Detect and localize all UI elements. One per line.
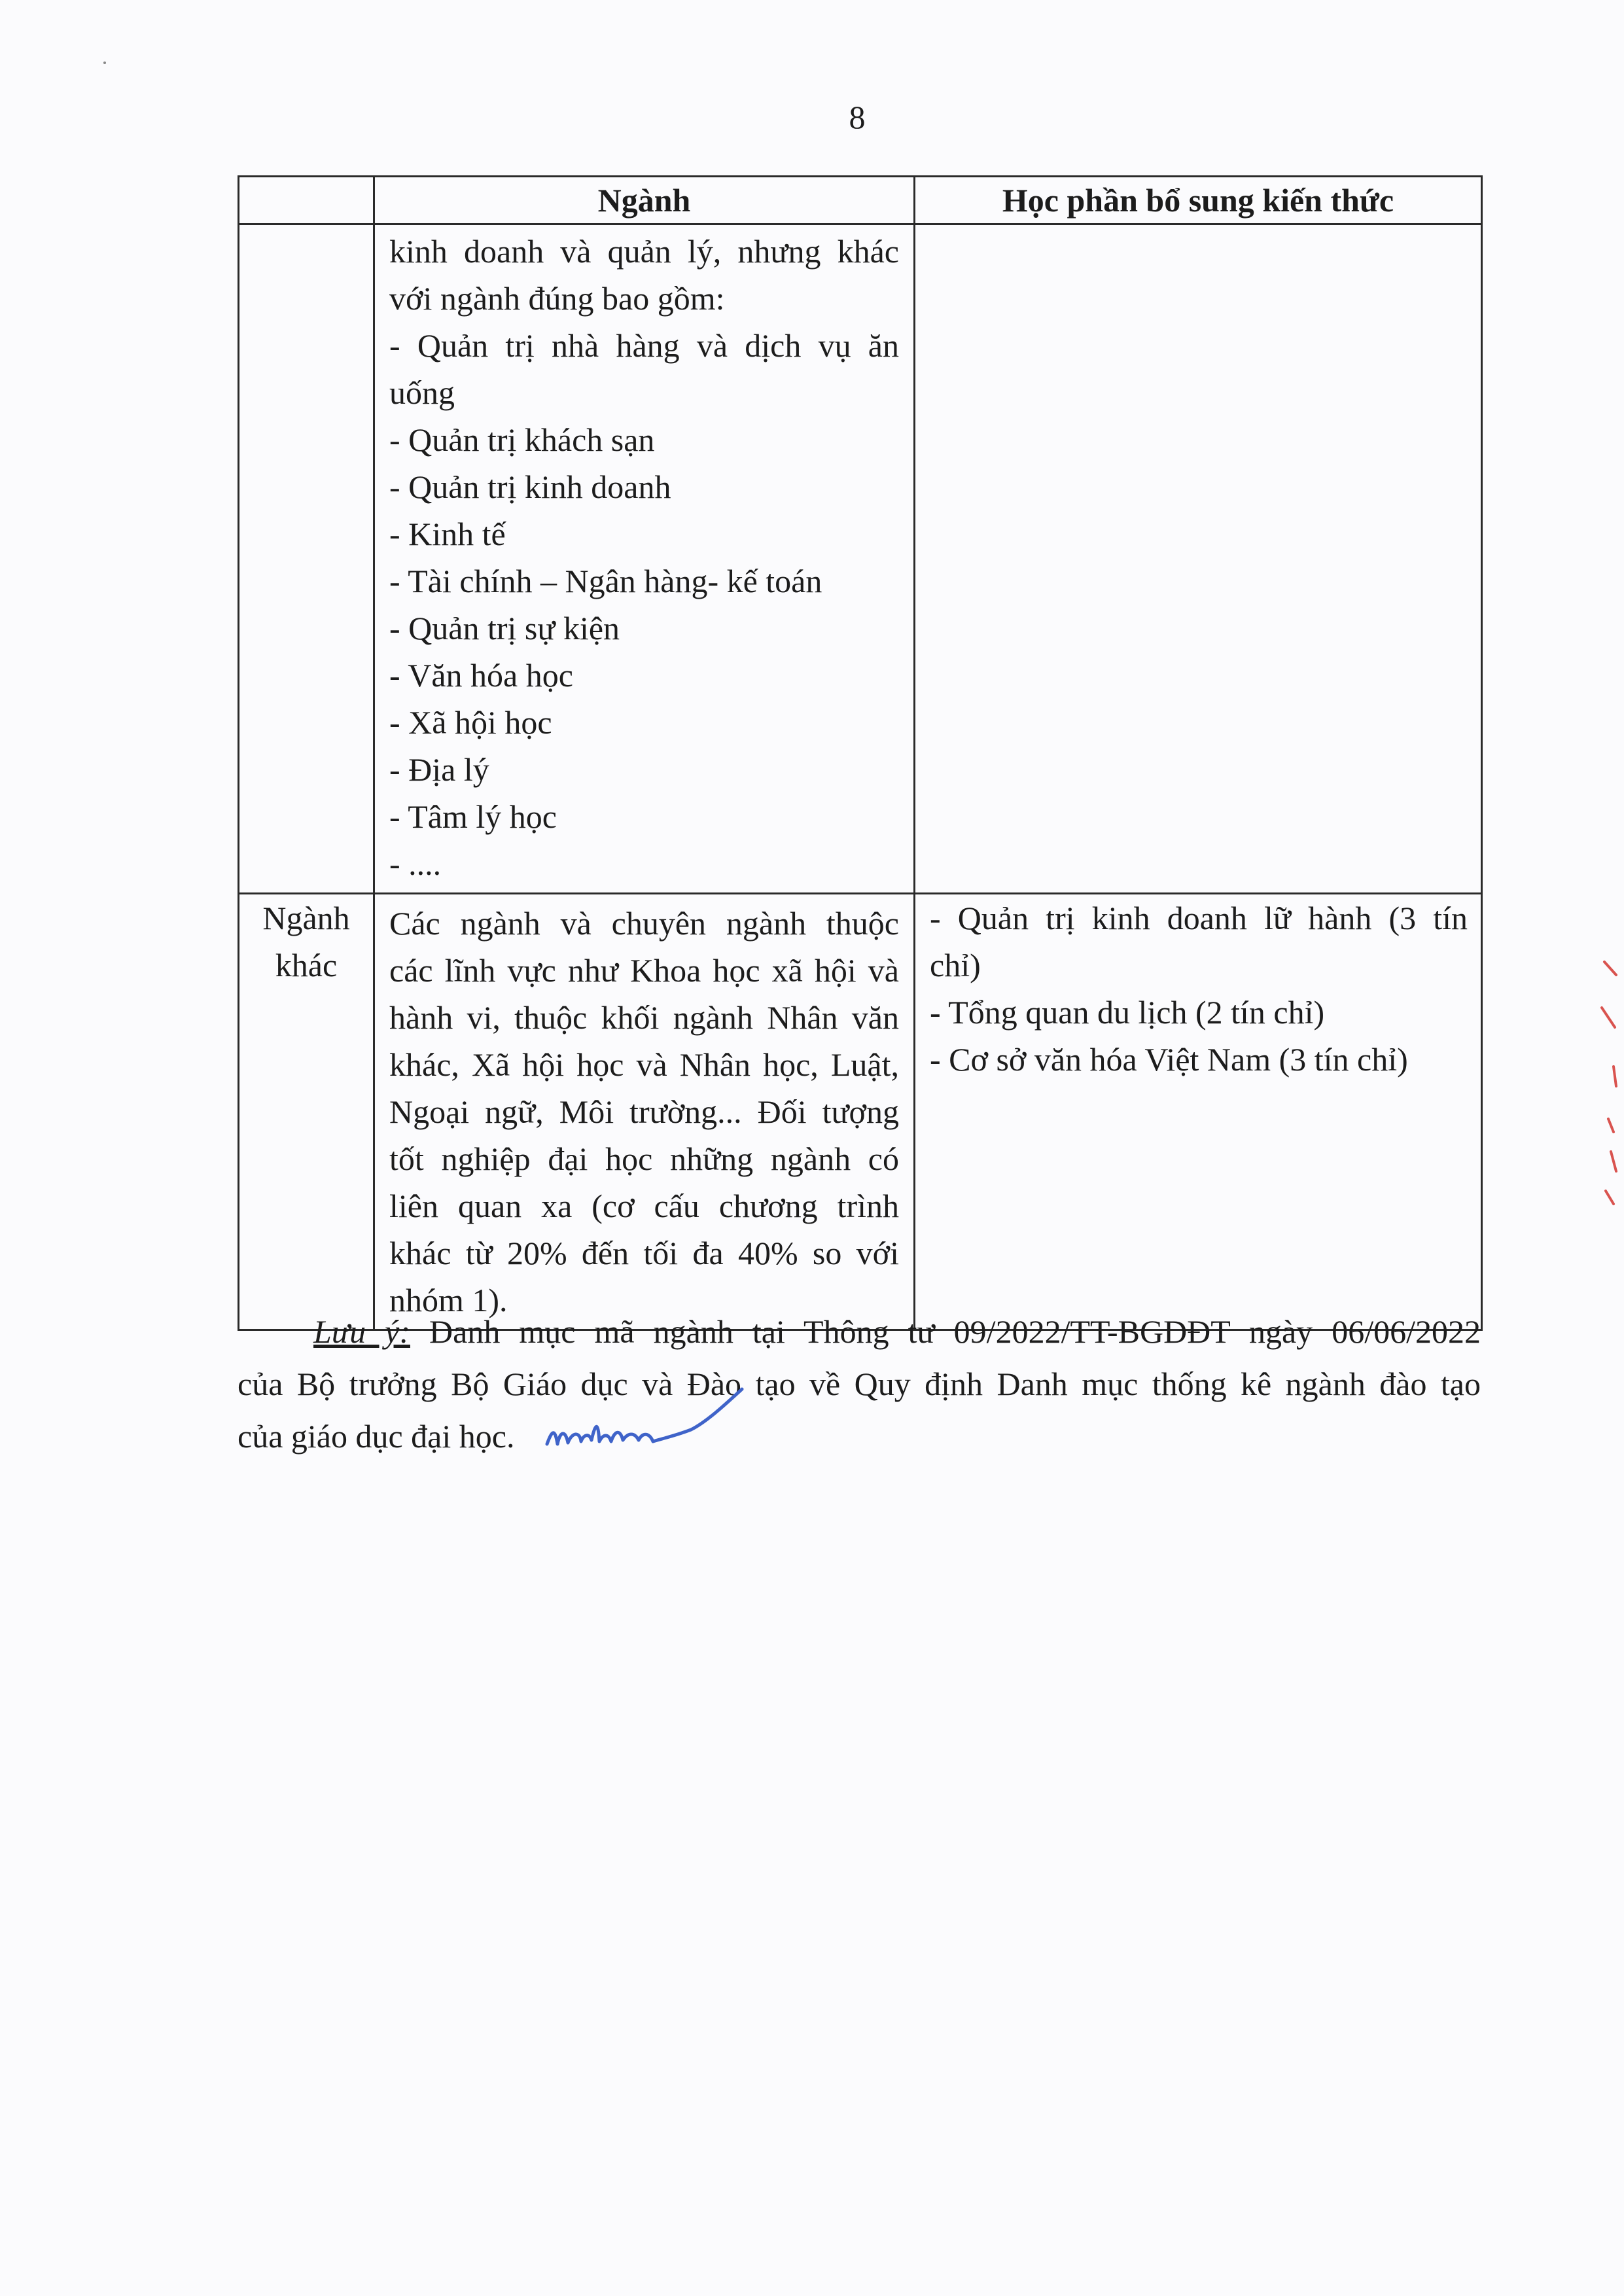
major-line: các lĩnh vực như Khoa học xã hội và (389, 952, 899, 989)
note-text: Danh mục mã ngành tại Thông tư 09/2022/TT-BGDĐT ngày 06/06/2022 (410, 1313, 1481, 1350)
note-line-1 (238, 1305, 1481, 1358)
group-label-line: khác (275, 947, 338, 983)
major-line: - Địa lý (389, 751, 489, 788)
major-line: - Quản trị sự kiện (389, 610, 620, 646)
header-major: Ngành (374, 177, 915, 224)
page-number: 8 (849, 99, 866, 135)
signature-stroke (547, 1389, 742, 1444)
table-header-row (239, 177, 1482, 224)
note-line-3: của giáo dục đại học. (238, 1418, 515, 1455)
header-group (239, 177, 374, 224)
supplementary-line: - Cơ sở văn hóa Việt Nam (3 tín chỉ) (930, 1041, 1408, 1078)
header-supplementary-courses: Học phần bổ sung kiến thức (915, 177, 1482, 224)
speck-mark (98, 56, 111, 69)
supplementary-cell-empty (915, 224, 1482, 894)
supplementary-cell (915, 894, 1482, 1330)
major-line: - Xã hội học (389, 704, 552, 741)
supplementary-line: - Tổng quan du lịch (2 tín chỉ) (930, 994, 1325, 1031)
handwritten-initials (543, 1384, 752, 1462)
major-line: - Quản trị nhà hàng và dịch vụ ăn (389, 327, 899, 364)
major-line: Các ngành và chuyên ngành thuộc (389, 905, 899, 942)
major-line: hành vi, thuộc khối ngành Nhân văn (389, 999, 899, 1036)
major-line: khác, Xã hội học và Nhân học, Luật, (389, 1046, 899, 1083)
curriculum-table (238, 175, 1483, 1331)
major-cell (374, 894, 915, 1330)
table-row (239, 224, 1482, 894)
major-line: tốt nghiệp đại học những ngành có (389, 1140, 899, 1177)
supplementary-line: chỉ) (930, 947, 981, 983)
note-paragraph (238, 1305, 1481, 1462)
major-line: Ngoại ngữ, Môi trường... Đối tượng (389, 1093, 899, 1130)
note-line-2: của Bộ trưởng Bộ Giáo dục và Đào tạo về Quy định Danh mục thống kê ngành đào tạo (238, 1366, 1481, 1402)
group-cell-other-majors (239, 894, 374, 1330)
major-line: - Quản trị kinh doanh (389, 468, 671, 505)
major-line: - Kinh tế (389, 516, 506, 552)
major-line: nhóm 1). (389, 1282, 508, 1318)
group-cell-empty (239, 224, 374, 894)
major-line: - .... (389, 845, 442, 882)
major-line: - Văn hóa học (389, 657, 573, 694)
major-cell (374, 224, 915, 894)
table-row (239, 894, 1482, 1330)
major-line: kinh doanh và quản lý, nhưng khác (389, 233, 899, 270)
stamp-edge-marks (1597, 955, 1623, 1210)
major-line: - Tài chính – Ngân hàng- kế toán (389, 563, 822, 599)
major-line: liên quan xa (cơ cấu chương trình (389, 1188, 899, 1224)
major-line: - Tâm lý học (389, 798, 557, 835)
note-label: Lưu ý: (313, 1313, 410, 1350)
group-label-line: Ngành (262, 900, 350, 936)
supplementary-line: - Quản trị kinh doanh lữ hành (3 tín (930, 900, 1468, 936)
major-line: uống (389, 374, 455, 411)
major-line: khác từ 20% đến tối đa 40% so với (389, 1235, 899, 1271)
major-line: với ngành đúng bao gồm: (389, 280, 725, 317)
major-line: - Quản trị khách sạn (389, 421, 655, 458)
